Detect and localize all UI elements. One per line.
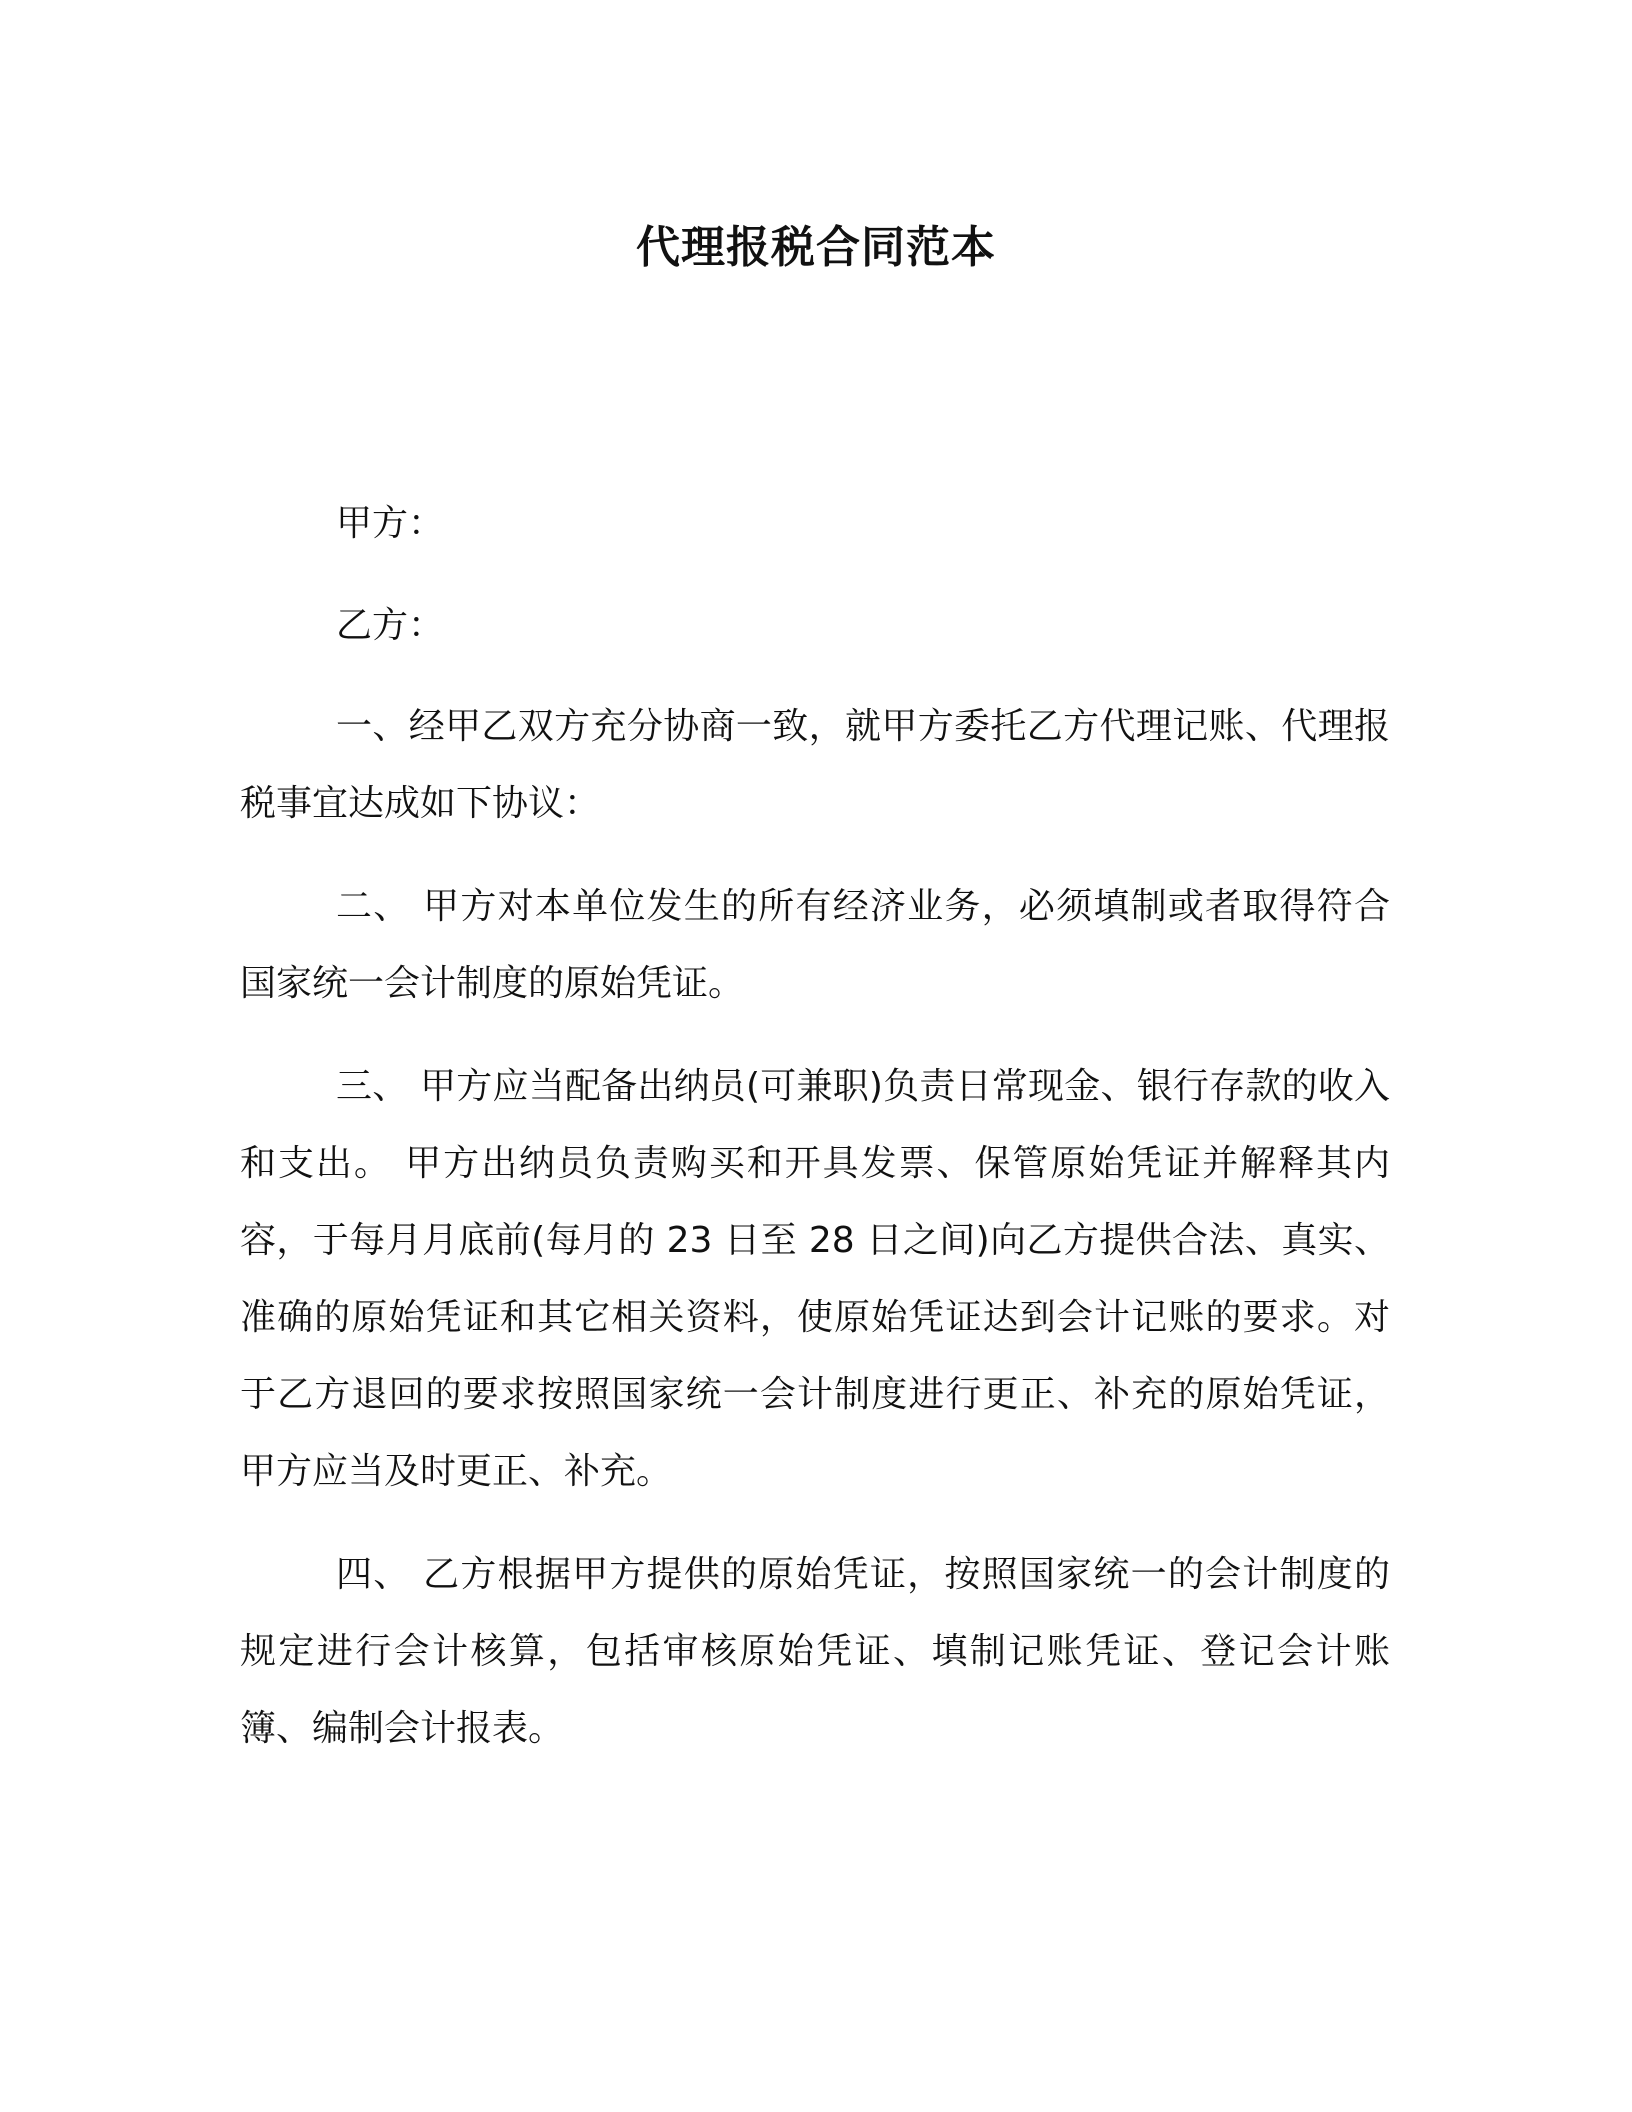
- clause-3: 三、 甲方应当配备出纳员(可兼职)负责日常现金、银行存款的收入和支出。 甲方出纳员负责购买和开具发票、保管原始凭证并解释其内容，于每月月底前(每月的 23 日至 28 日之间)向乙方提供合法、真实、准确的原始凭证和其它相关资料，使原始凭证达到会计记账的要求。对于乙方退回的要求按照国家统一会计制度进行更正、补充的原始凭证，甲方应当及时更正、补充。: [240, 1066, 1390, 1492]
- party-b-label: 乙方：: [336, 605, 445, 646]
- clause-2: 二、 甲方对本单位发生的所有经济业务，必须填制或者取得符合国家统一会计制度的原始凭证。: [240, 886, 1390, 1004]
- clause-4: 四、 乙方根据甲方提供的原始凭证，按照国家统一的会计制度的规定进行会计核算，包括审核原始凭证、填制记账凭证、登记会计账簿、编制会计报表。: [240, 1554, 1390, 1749]
- document-title: 代理报税合同范本: [636, 222, 996, 273]
- clause-1: 一、经甲乙双方充分协商一致，就甲方委托乙方代理记账、代理报税事宜达成如下协议：: [240, 706, 1390, 824]
- party-a-label: 甲方：: [336, 503, 445, 544]
